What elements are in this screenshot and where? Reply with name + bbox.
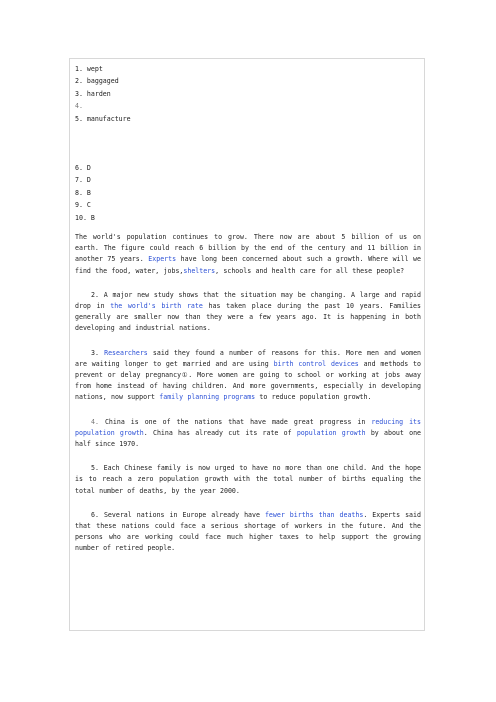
paragraph-1 xyxy=(75,232,421,277)
p3-text-3: and methods to prevent or delay pregnancy①. More women are going to school or working at jobs away from home instead of having children. And more governments, especially in developing nations, now support xyxy=(75,359,421,402)
p2-text-1: 2. A major new study shows that the situation may be changing. A large and rapid drop in xyxy=(75,290,421,310)
answer-item-10: 10. B xyxy=(75,213,95,222)
p1-text-3: , schools and health care for all these people? xyxy=(215,266,405,275)
answer-item-4: 4. xyxy=(75,102,83,111)
paragraph-3 xyxy=(75,348,421,404)
p4-number: 4. xyxy=(91,417,99,426)
answer-item-9: 9. C xyxy=(75,201,91,210)
p4-text-3: by about one half since 1970. xyxy=(75,428,422,448)
answer-list-1 xyxy=(75,64,421,126)
p5-text-1: 5. Each Chinese family is now urged to have no more than one child. And the hope is to reach a zero population growth with the total number of births equaling the total number of deaths, by the year 2000. xyxy=(75,464,421,495)
p1-highlight-experts: Experts xyxy=(148,255,177,264)
p3-text-2: said they found a number of reasons for this. More men and women are waiting longer to get married and are using xyxy=(75,348,422,368)
p3-highlight-family-planning: family planning programs xyxy=(159,393,256,402)
p3-highlight-birth-control: birth control devices xyxy=(273,359,359,368)
paragraph-spacer xyxy=(75,404,421,417)
p2-text-2: has taken place during the past 10 years. Families generally are smaller now than they were a few years ago. It is happening in both developing and industrial nations. xyxy=(75,301,421,333)
answer-item-7: 7. D xyxy=(75,176,91,185)
p6-text-2: . Experts said that these nations could face a serious shortage of workers in the future. And the persons who are working could face much higher taxes to help support the growing number of retired people. xyxy=(75,510,421,553)
paragraph-6 xyxy=(75,510,421,555)
answer-item-2: 2. baggaged xyxy=(75,77,119,86)
answer-item-8: 8. B xyxy=(75,188,91,197)
answer-item-6: 6. D xyxy=(75,163,91,172)
document-body xyxy=(75,64,421,555)
paragraph-spacer xyxy=(75,277,421,290)
answer-item-5: 5. manufacture xyxy=(75,114,131,123)
paragraph-4 xyxy=(75,417,421,451)
section-gap xyxy=(75,126,421,163)
p4-highlight-reducing: reducing its population growth xyxy=(75,417,422,437)
p1-highlight-shelters: shelters xyxy=(183,266,216,275)
paragraph-spacer xyxy=(75,497,421,510)
p6-highlight-fewer-births: fewer births than deaths xyxy=(264,510,364,519)
p2-highlight-birth-rate: the world's birth rate xyxy=(110,301,203,310)
paragraph-spacer xyxy=(75,450,421,463)
p1-text-1: The world's population continues to grow. There now are about 5 billion of us on earth. The figure could reach 6 billion by the end of the century and 11 billion in another 75 years. xyxy=(75,232,421,264)
answer-list-2 xyxy=(75,163,421,225)
p4-highlight-population-growth: population growth xyxy=(296,428,366,437)
answer-item-1: 1. wept xyxy=(75,65,103,73)
p6-text-1: 6. Several nations in Europe already have xyxy=(91,510,265,519)
p1-text-2: have long been concerned about such a growth. Where will we find the food, water, jobs, xyxy=(75,255,421,275)
p3-text-1: 3. xyxy=(91,348,105,357)
paragraph-spacer xyxy=(75,335,421,348)
p4-text-1: China is one of the nations that have made great progress in xyxy=(98,417,372,426)
p4-text-2: . China has already cut its rate of xyxy=(143,428,297,437)
answer-item-3: 3. harden xyxy=(75,89,111,98)
p3-highlight-researchers: Researchers xyxy=(104,348,148,357)
p3-text-4: to reduce population growth. xyxy=(255,393,372,402)
paragraph-5 xyxy=(75,463,421,497)
paragraph-2 xyxy=(75,290,421,335)
